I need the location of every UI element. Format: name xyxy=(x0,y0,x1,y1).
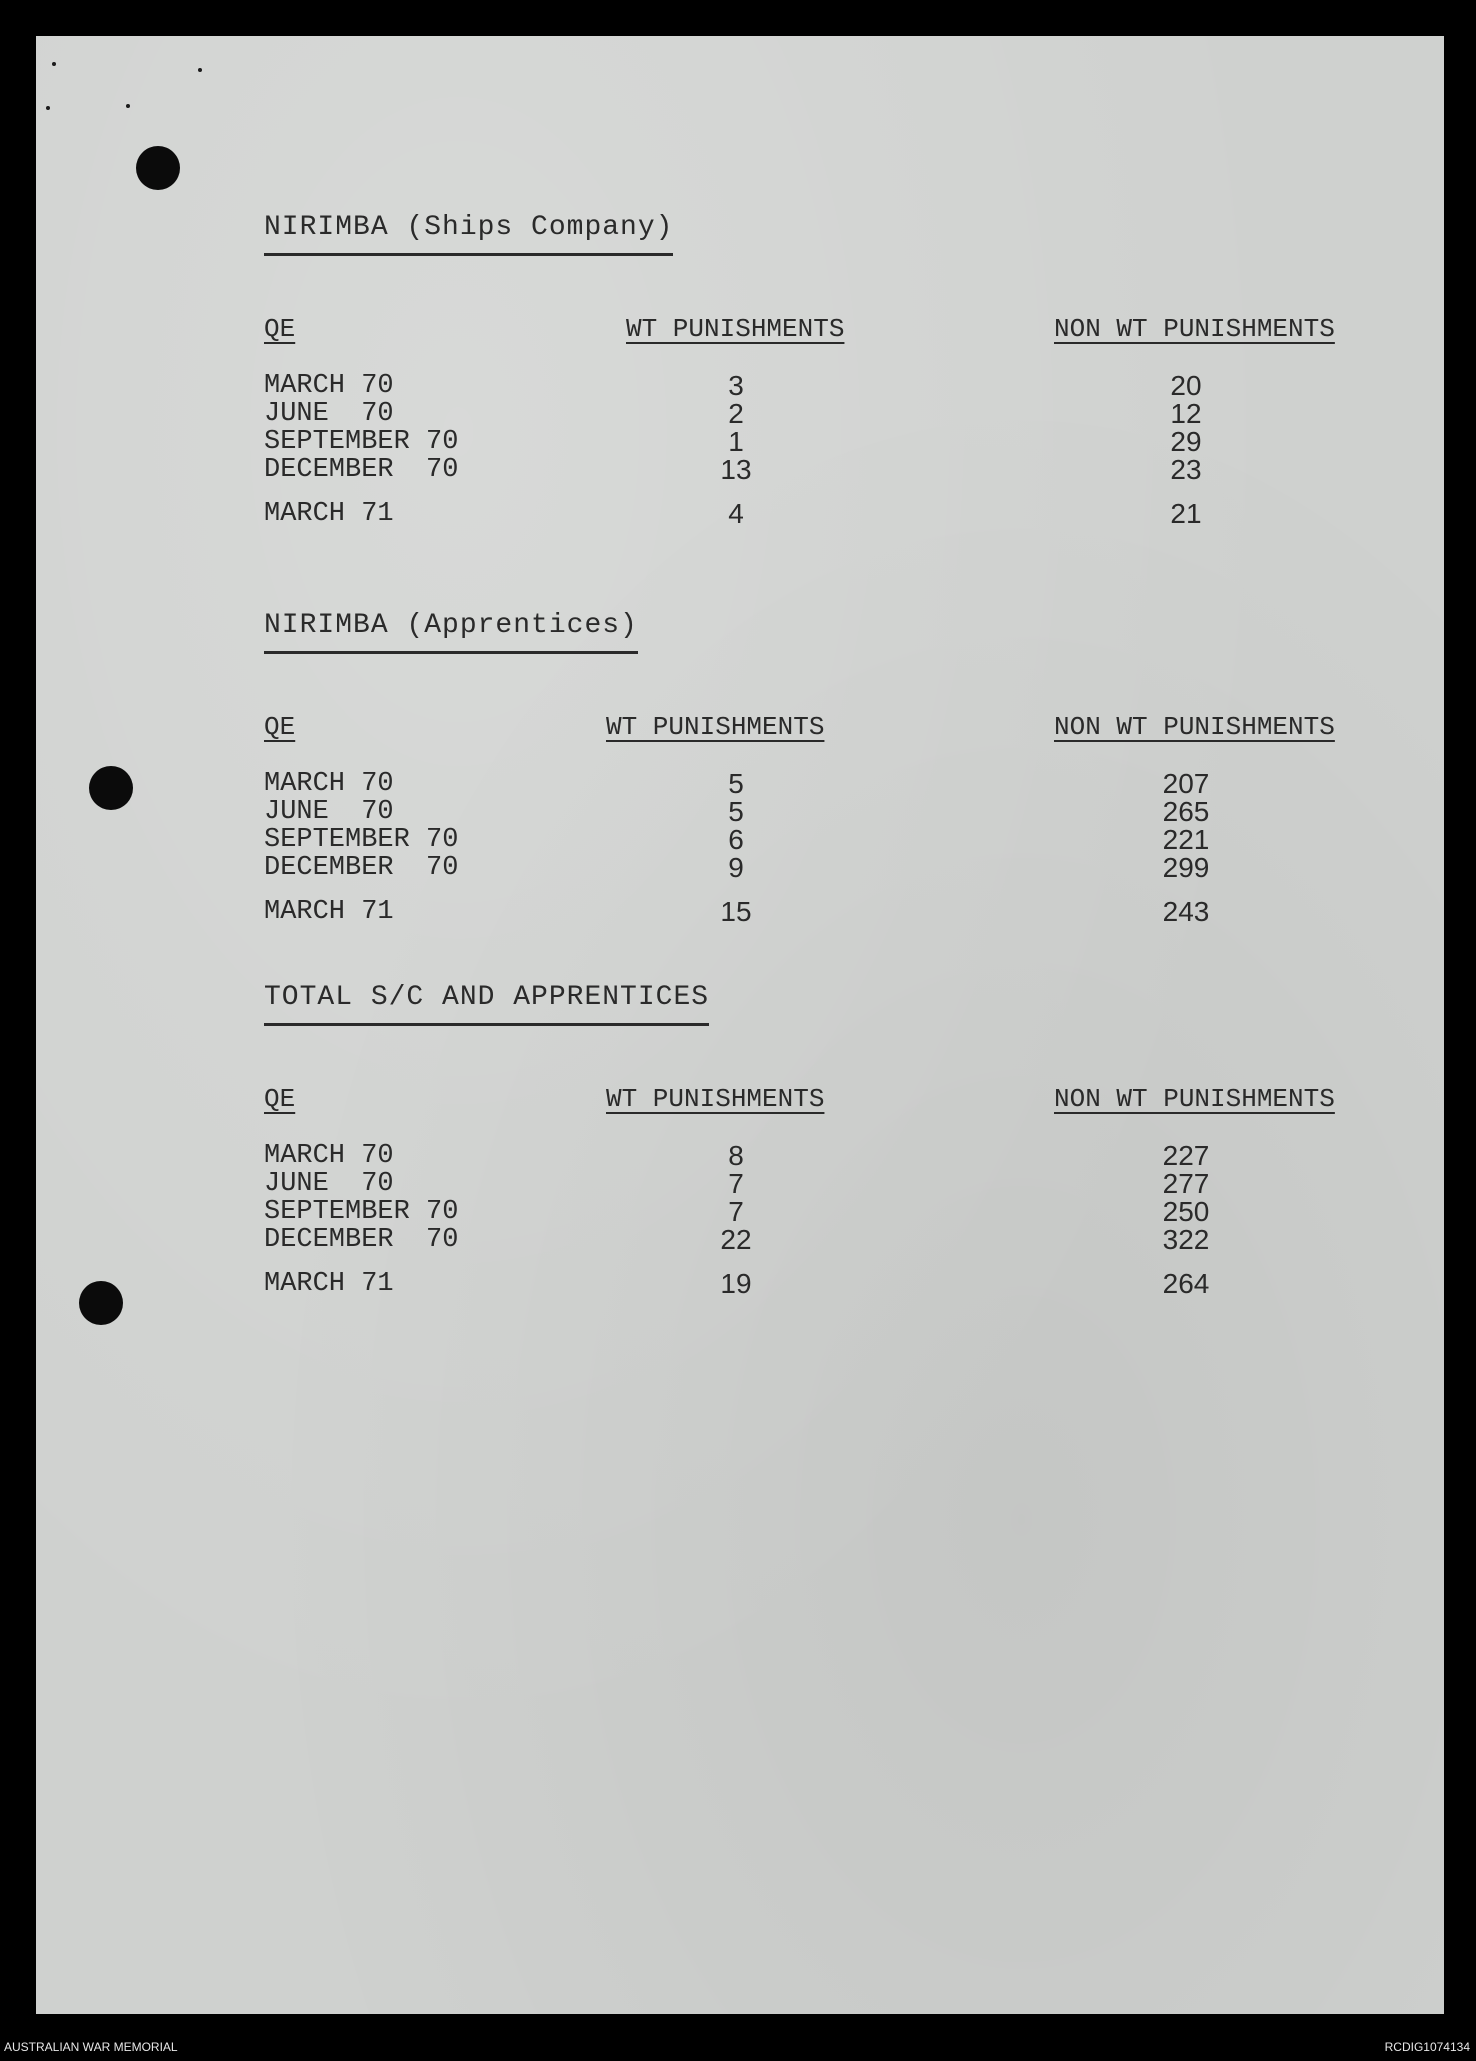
period-cell: DECEMBER 70 xyxy=(264,1225,459,1255)
paper-speck xyxy=(198,68,202,72)
wt-cell: 13 xyxy=(720,454,752,485)
footer-archive-name: AUSTRALIAN WAR MEMORIAL xyxy=(4,2040,178,2054)
paper-speck xyxy=(126,104,130,108)
wt-cell: 4 xyxy=(728,498,744,529)
non-wt-cell: 265 xyxy=(1162,796,1210,827)
column-header-non-wt: NON WT PUNISHMENTS xyxy=(1054,314,1335,344)
period-cell: SEPTEMBER 70 xyxy=(264,427,459,457)
table-row xyxy=(36,770,1444,798)
non-wt-cell: 21 xyxy=(1170,498,1202,529)
period-cell: MARCH 70 xyxy=(264,371,394,401)
non-wt-cell: 277 xyxy=(1162,1168,1210,1199)
non-wt-cell: 20 xyxy=(1170,370,1202,401)
period-cell: JUNE 70 xyxy=(264,1169,394,1199)
table-row xyxy=(36,372,1444,400)
column-header-qe: QE xyxy=(264,712,296,742)
paper-speck xyxy=(52,62,56,66)
table-row xyxy=(36,798,1444,826)
period-cell: DECEMBER 70 xyxy=(264,455,459,485)
wt-cell: 3 xyxy=(728,370,744,401)
period-cell: MARCH 71 xyxy=(264,897,394,927)
non-wt-cell: 243 xyxy=(1162,896,1210,927)
wt-cell: 19 xyxy=(720,1268,752,1299)
column-header-wt: WT PUNISHMENTS xyxy=(606,1084,825,1114)
table-row xyxy=(36,854,1444,882)
non-wt-cell: 23 xyxy=(1170,454,1202,485)
non-wt-cell: 299 xyxy=(1162,852,1210,883)
period-cell: MARCH 70 xyxy=(264,1141,394,1171)
non-wt-cell: 12 xyxy=(1170,398,1202,429)
table-row xyxy=(36,1142,1444,1170)
wt-cell: 7 xyxy=(728,1168,744,1199)
table-row xyxy=(36,826,1444,854)
wt-cell: 5 xyxy=(728,768,744,799)
wt-cell: 2 xyxy=(728,398,744,429)
table-row xyxy=(36,428,1444,456)
non-wt-cell: 227 xyxy=(1162,1140,1210,1171)
period-cell: MARCH 71 xyxy=(264,1269,394,1299)
period-cell: JUNE 70 xyxy=(264,797,394,827)
table-row xyxy=(36,500,1444,528)
non-wt-cell: 250 xyxy=(1162,1196,1210,1227)
punch-hole xyxy=(136,146,180,190)
period-cell: DECEMBER 70 xyxy=(264,853,459,883)
table-row xyxy=(36,456,1444,484)
paper-speck xyxy=(46,106,50,110)
column-header-qe: QE xyxy=(264,314,296,344)
non-wt-cell: 29 xyxy=(1170,426,1202,457)
period-cell: SEPTEMBER 70 xyxy=(264,1197,459,1227)
table-row xyxy=(36,1198,1444,1226)
wt-cell: 9 xyxy=(728,852,744,883)
section-title: NIRIMBA (Apprentices) xyxy=(264,610,638,654)
column-header-non-wt: NON WT PUNISHMENTS xyxy=(1054,712,1335,742)
non-wt-cell: 207 xyxy=(1162,768,1210,799)
document-page xyxy=(36,36,1444,2014)
wt-cell: 1 xyxy=(728,426,744,457)
wt-cell: 5 xyxy=(728,796,744,827)
period-cell: MARCH 70 xyxy=(264,769,394,799)
wt-cell: 8 xyxy=(728,1140,744,1171)
non-wt-cell: 322 xyxy=(1162,1224,1210,1255)
period-cell: MARCH 71 xyxy=(264,499,394,529)
column-header-qe: QE xyxy=(264,1084,296,1114)
period-cell: JUNE 70 xyxy=(264,399,394,429)
column-header-wt: WT PUNISHMENTS xyxy=(606,712,825,742)
table-row xyxy=(36,400,1444,428)
table-row xyxy=(36,1270,1444,1298)
section-title: NIRIMBA (Ships Company) xyxy=(264,212,673,256)
table-row xyxy=(36,1226,1444,1254)
non-wt-cell: 264 xyxy=(1162,1268,1210,1299)
column-header-non-wt: NON WT PUNISHMENTS xyxy=(1054,1084,1335,1114)
section-title: TOTAL S/C AND APPRENTICES xyxy=(264,982,709,1026)
table-row xyxy=(36,898,1444,926)
wt-cell: 15 xyxy=(720,896,752,927)
table-row xyxy=(36,1170,1444,1198)
footer-record-id: RCDIG1074134 xyxy=(1384,2040,1470,2054)
wt-cell: 22 xyxy=(720,1224,752,1255)
non-wt-cell: 221 xyxy=(1162,824,1210,855)
column-header-wt: WT PUNISHMENTS xyxy=(626,314,845,344)
wt-cell: 6 xyxy=(728,824,744,855)
period-cell: SEPTEMBER 70 xyxy=(264,825,459,855)
wt-cell: 7 xyxy=(728,1196,744,1227)
